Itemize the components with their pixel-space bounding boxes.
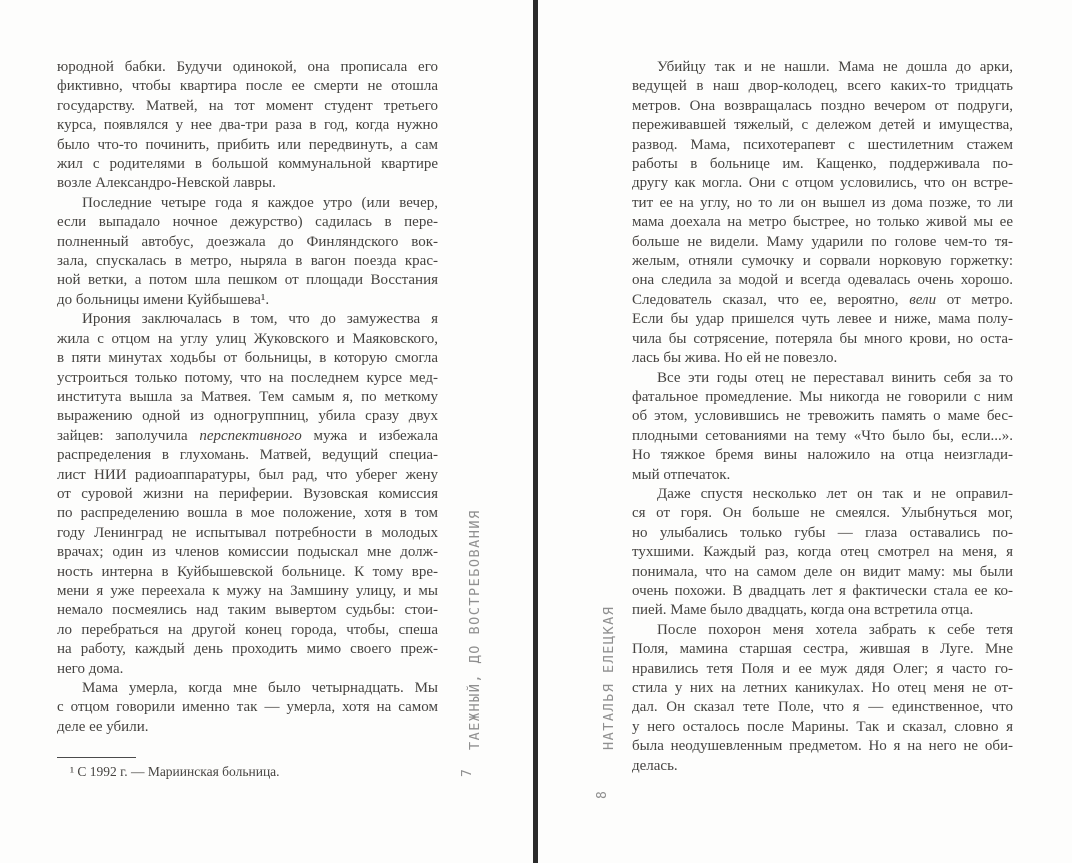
text-line: Следователь сказал, что ее, вероятно, вели от метро.	[632, 291, 1013, 308]
text-line: фиктивно, чтобы квартира после ее смерти не отошла	[57, 78, 438, 95]
page-divider	[533, 0, 538, 863]
text-line: жила с отцом на углу улиц Жуковского и Маяковского,	[57, 330, 438, 347]
text-line: тухшими. Каждый раз, когда отец смотрел на меня, я	[632, 544, 1013, 561]
text-line: зала, спускалась в метро, ныряла в вагон поезда крас-	[57, 253, 438, 270]
text-line: работы в больнице им. Кащенко, поддерживала по-	[632, 156, 1013, 173]
text-line: переживавшей тяжелый, с дележом детей и имущества,	[632, 117, 1013, 134]
text-line: до больницы имени Куйбышева¹.	[57, 291, 270, 308]
text-line: жил с родителями в большой коммунальной квартире	[57, 156, 438, 173]
text-line: на работу, каждый день проходить мимо своего преж-	[57, 641, 438, 658]
text-line: курса, появлялся у нее два-три раза в год, когда нужно	[57, 117, 438, 134]
text-line: Ирония заключалась в том, что до замужества я	[82, 311, 438, 328]
text-line: ся от горя. Он больше не смеялся. Улыбнуться мог,	[632, 505, 1013, 522]
text-line: фатальное промедление. Мы никогда не говорили с ним	[632, 388, 1013, 405]
text-line: деле ее убили.	[57, 718, 149, 735]
text-line: ной ветки, а потом шла пешком от площади Восстания	[57, 272, 438, 289]
left-page-text-block	[57, 58, 438, 737]
text-line: выражению одной из одногруппниц, убила сразу двух	[57, 408, 438, 425]
text-line: Поля, мамина старшая сестра, жившая в Луге. Мне	[632, 641, 1013, 658]
text-line: После похорон меня хотела забрать к себе тетя	[657, 621, 1013, 638]
text-line: метров. Она возвращалась поздно вечером от подруги,	[632, 97, 1013, 114]
text-line: Все эти годы отец не переставал винить себя за то	[657, 369, 1013, 386]
footnote-text: ¹ С 1992 г. — Мариинская больница.	[70, 764, 280, 779]
text-line: врачах; один из членов комиссии подыскал мне долж-	[57, 544, 438, 561]
text-line: тит ее на углу, но то ли он вышел из дома позже, то ли	[632, 194, 1013, 211]
text-line: возле Александро-Невской лавры.	[57, 175, 276, 192]
text-line: государству. Матвей, на тот момент студент третьего	[57, 97, 438, 114]
text-line: устроиться только потому, что на последнем курсе мед-	[57, 369, 438, 386]
text-line: но улыбались только губы — глаза оставались по-	[632, 524, 1013, 541]
text-line: него дома.	[57, 660, 124, 677]
text-line: в пяти минутах ходьбы от больницы, в которую смогла	[57, 350, 438, 367]
text-line: дал. Он сказал тете Поле, что я — единственное, что	[632, 699, 1013, 716]
text-line: желым, отняли сумочку и сорвали норковую горжетку:	[632, 253, 1013, 270]
text-line: если выпадало ночное дежурство) садилась в пере-	[57, 214, 438, 231]
text-line: Если бы удар пришелся чуть левее и ниже, мама полу-	[632, 311, 1013, 328]
text-line: мама доехала на метро быстрее, но только живой мы ее	[632, 214, 1013, 231]
text-line: Даже спустя несколько лет он так и не оправил-	[657, 485, 1013, 502]
text-line: мени я уже переехала к мужу на Замшину улицу, и мы	[57, 582, 438, 599]
text-line: зайцев: заполучила перспективного мужа и избежала	[57, 427, 438, 444]
text-line: нравились тетя Поля и ее муж дядя Олег; я часто го-	[632, 660, 1013, 677]
text-line: мый отпечаток.	[632, 466, 731, 483]
text-line: году Ленинград не испытывал потребности в молодых	[57, 524, 438, 541]
text-line: ность интерна в Куйбышевской больнице. К тому вре-	[57, 563, 438, 580]
right-page-text-block	[632, 58, 1013, 776]
text-line: от суровой жизни на периферии. Вузовская комиссия	[57, 485, 438, 502]
text-line: распределения в глухомань. Матвей, ведущий специа-	[57, 447, 438, 464]
text-line: было что-то починить, прибить или передвинуть, а сам	[57, 136, 438, 153]
text-line: полненный автобус, доезжала до Финляндского вок-	[57, 233, 438, 250]
book-title-vertical: ТАЕЖНЫЙ, ДО ВОСТРЕБОВАНИЯ	[467, 509, 483, 750]
text-line: была неодушевленным предметом. Но я на него не оби-	[632, 738, 1013, 755]
text-line: пией. Маме было двадцать, когда она встретила отца.	[632, 602, 974, 619]
text-line: лист НИИ радиоаппаратуры, был рад, что уберег жену	[57, 466, 438, 483]
text-line: плодными сетованиями на тему «Что было бы, если...».	[632, 427, 1013, 444]
page-number-left: 7	[460, 769, 475, 777]
text-line: юродной бабки. Будучи одинокой, она прописала его	[57, 59, 438, 75]
text-line: ведущей в наш двор-колодец, всего каких-то тридцать	[632, 78, 1013, 95]
text-line: об этом, условившись не тревожить память о маме бес-	[632, 408, 1013, 425]
text-line: она следила за модой и всегда одевалась очень хорошо.	[632, 272, 1013, 289]
text-line: другу как могла. Они с отцом условились, что он встре-	[632, 175, 1013, 192]
text-line: Мама умерла, когда мне было четырнадцать. Мы	[82, 680, 438, 696]
text-line: у него осталось после Марины. Так и сказал, словно я	[632, 718, 1013, 735]
text-line: развод. Мама, психотерапевт с шестилетним стажем	[632, 136, 1013, 153]
text-line: делась.	[632, 757, 678, 774]
text-line: стила у них на летних каникулах. Но отец меня не от-	[632, 680, 1013, 696]
text-line: Последние четыре года я каждое утро (или вечер,	[82, 194, 438, 211]
text-line: Но тяжкое бремя вины наложило на отца неизглади-	[632, 447, 1013, 464]
text-line: немало посмеялись над таким вывертом судьбы: стои-	[57, 602, 438, 619]
text-line: очень похожи. В двадцать лет я фактически стала ее ко-	[632, 582, 1013, 599]
footnote-rule	[57, 757, 136, 758]
text-line: лась бы жива. Но ей не повезло.	[632, 350, 838, 367]
text-line: больше не видели. Маму ударили по голове чем-то тя-	[632, 233, 1013, 250]
text-line: Убийцу так и не нашли. Мама не дошла до арки,	[657, 59, 1013, 75]
page-number-right: 8	[595, 791, 610, 799]
text-line: с отцом говорили именно так — умерла, хотя на самом	[57, 699, 438, 716]
text-line: института вышла за Матвея. Тем самым я, по меткому	[57, 388, 438, 405]
author-name-vertical: НАТАЛЬЯ ЕЛЕЦКАЯ	[601, 605, 617, 750]
text-line: чила бы сотрясение, потеряла бы много крови, но оста-	[632, 330, 1013, 347]
text-line: по распределению вошла в мое положение, хотя в том	[57, 505, 438, 522]
text-line: понимала, что на самом деле он видит маму: мы были	[632, 563, 1013, 580]
text-line: ло перебраться на другой конец города, чтобы, спеша	[57, 621, 438, 638]
